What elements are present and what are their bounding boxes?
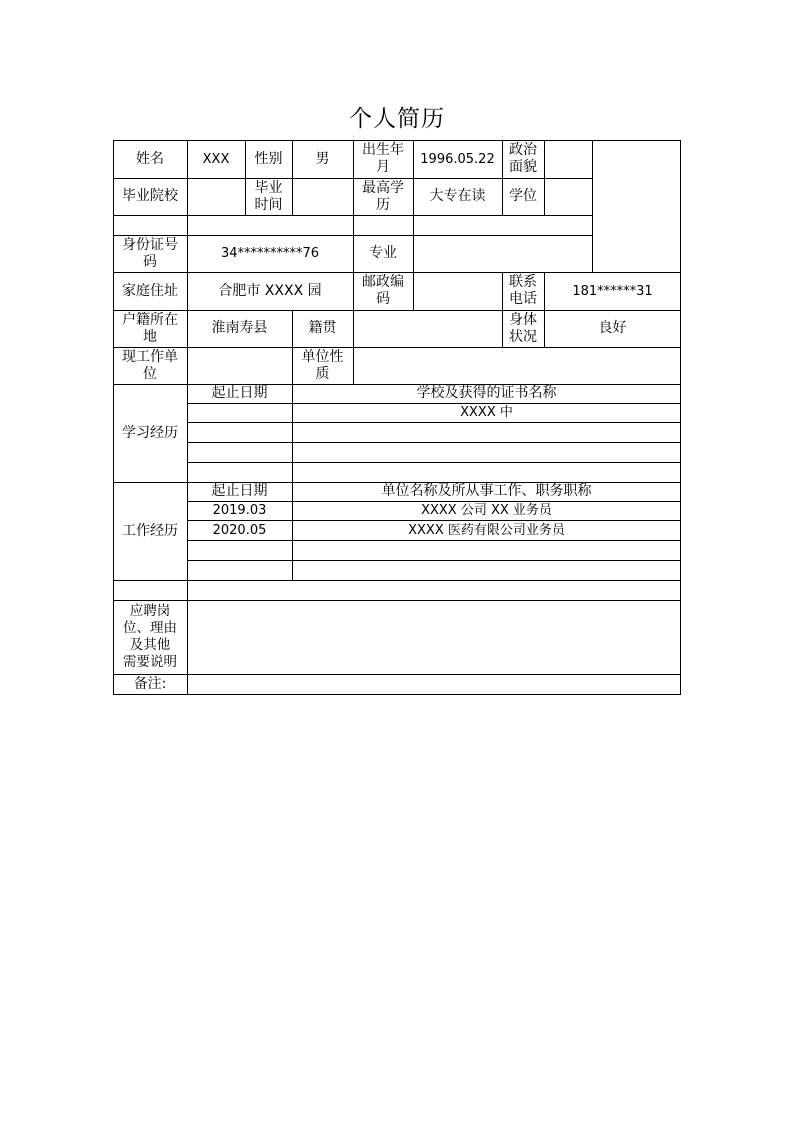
label-gender: 性别 (254, 150, 283, 167)
study-row-detail[interactable]: XXXX 中 (460, 405, 513, 420)
study-header-date: 起止日期 (211, 385, 268, 401)
value-postcode[interactable] (413, 272, 502, 310)
label-major: 专业 (369, 245, 397, 261)
grid-line (113, 674, 681, 675)
grid-line (187, 422, 681, 423)
grid-line (592, 140, 593, 272)
work-row-detail[interactable]: XXXX 公司 XX 业务员 (421, 503, 552, 518)
label-employer: 现工作单 位 (122, 348, 178, 382)
grid-line (292, 310, 293, 580)
label-id-number: 身份证号 码 (122, 236, 178, 270)
grid-line (292, 140, 293, 215)
value-name[interactable]: XXX (202, 151, 230, 167)
work-row-detail[interactable] (292, 540, 681, 560)
grid-line (187, 462, 681, 463)
label-postcode: 邮政编 码 (362, 274, 404, 307)
study-row-detail[interactable] (292, 422, 681, 442)
study-row-date[interactable] (187, 442, 292, 462)
label-unit-type: 单位性 质 (301, 348, 344, 382)
grid-line (113, 600, 681, 601)
value-school[interactable] (187, 178, 245, 215)
value-id-number[interactable]: 34**********76 (220, 246, 320, 261)
work-row-date[interactable] (187, 560, 292, 580)
study-row-date[interactable] (187, 403, 292, 422)
label-grad-time: 毕业 时间 (254, 179, 283, 213)
label-application: 应聘岗 位、理由 及其他 需要说明 (123, 603, 177, 670)
value-birth[interactable]: 1996.05.22 (420, 151, 495, 167)
work-row-detail[interactable] (292, 560, 681, 580)
value-politics[interactable] (544, 140, 592, 178)
study-row-date[interactable] (187, 422, 292, 442)
value-phone[interactable]: 181******31 (572, 283, 653, 299)
grid-line (113, 347, 681, 348)
study-row-date[interactable] (187, 462, 292, 482)
value-gender[interactable]: 男 (315, 150, 330, 167)
study-row-detail[interactable] (292, 442, 681, 462)
work-header-date: 起止日期 (211, 483, 268, 499)
grid-line (502, 140, 503, 215)
value-degree[interactable] (544, 178, 592, 215)
grid-line (544, 140, 545, 215)
work-header-detail: 单位名称及所从事工作、职务职称 (381, 483, 592, 499)
study-row-detail[interactable] (292, 462, 681, 482)
grid-line (113, 272, 681, 273)
grid-line (187, 403, 681, 404)
grid-line (187, 501, 681, 502)
grid-line (113, 310, 681, 311)
grid-line (245, 140, 246, 215)
resume-title: 个人简历 (349, 106, 445, 132)
value-native-place[interactable] (353, 310, 502, 347)
grid-line (113, 580, 681, 581)
grid-line (187, 560, 681, 561)
value-remarks[interactable] (187, 674, 681, 695)
label-education: 最高学 历 (362, 179, 404, 213)
grid-line (544, 272, 545, 347)
grid-line (187, 520, 681, 521)
work-row-date[interactable]: 2019.03 (212, 503, 267, 518)
grid-line (353, 140, 354, 235)
blank-row-label (113, 580, 187, 600)
value-health[interactable]: 良好 (598, 320, 627, 336)
value-employer[interactable] (187, 347, 292, 384)
value-unit-type[interactable] (353, 347, 681, 384)
label-work-history: 工作经历 (122, 522, 178, 539)
label-health: 身体 状况 (509, 311, 537, 345)
label-phone: 联系 电话 (509, 274, 537, 307)
grid-line (502, 272, 503, 347)
label-study-history: 学习经历 (122, 424, 178, 441)
work-row-date[interactable]: 2020.05 (212, 522, 267, 538)
photo-box (592, 140, 681, 272)
label-name: 姓名 (136, 150, 164, 167)
value-address[interactable]: 合肥市 XXXX 园 (218, 282, 322, 299)
work-row-detail[interactable]: XXXX 医药有限公司业务员 (408, 522, 565, 538)
value-grad-time[interactable] (292, 178, 353, 215)
value-hukou[interactable]: 淮南寿县 (211, 320, 268, 336)
label-degree: 学位 (509, 188, 537, 204)
resume-table (113, 140, 681, 695)
label-address: 家庭住址 (122, 282, 178, 299)
label-hukou: 户籍所在 地 (122, 311, 178, 345)
grid-line (113, 384, 681, 385)
label-native-place: 籍贯 (308, 320, 337, 336)
grid-line (187, 442, 681, 443)
grid-line (187, 140, 188, 695)
value-education[interactable]: 大专在读 (429, 188, 486, 204)
grid-line (413, 140, 414, 310)
grid-line (113, 482, 681, 483)
value-application[interactable] (187, 600, 681, 674)
grid-line (353, 235, 354, 384)
label-remarks: 备注: (133, 676, 167, 692)
label-birth: 出生年 月 (362, 142, 404, 175)
value-major[interactable] (413, 235, 592, 272)
label-school: 毕业院校 (122, 188, 178, 204)
label-politics: 政治 面貌 (509, 142, 537, 175)
grid-line (187, 540, 681, 541)
blank-row-value[interactable] (187, 580, 681, 600)
study-header-detail: 学校及获得的证书名称 (416, 385, 557, 401)
work-row-date[interactable] (187, 540, 292, 560)
